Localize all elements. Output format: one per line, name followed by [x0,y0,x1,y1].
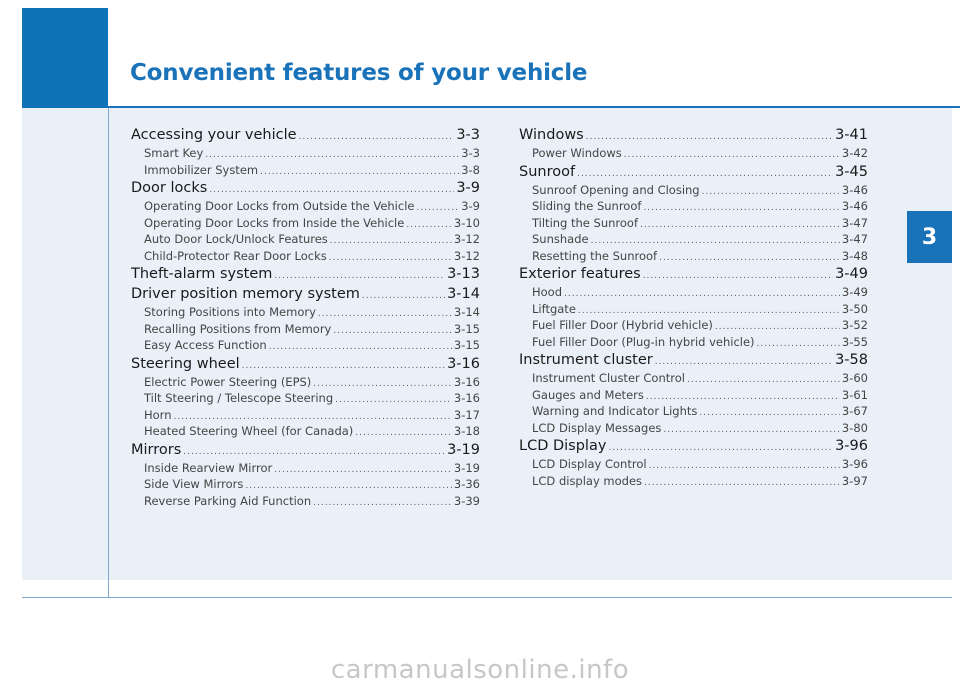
toc-entry[interactable] [519,456,868,473]
toc-entry-label: Fuel Filler Door (Hybrid vehicle) [532,318,713,332]
page-number: 3-17 [453,407,480,422]
chapter-tab[interactable]: 3 [907,211,952,263]
page-number: 3-15 [453,338,480,352]
toc-entry[interactable] [131,460,480,477]
toc-entry-label: Heated Steering Wheel (for Canada) [144,424,354,438]
page-number: 3-58 [835,352,868,368]
footer-divider [22,597,952,598]
toc-entry[interactable] [519,301,868,318]
toc-section-label: Steering wheel [131,355,240,372]
toc-entry[interactable] [519,231,868,248]
dot-leader [362,286,445,304]
page-number: 3-12 [453,232,480,246]
page-number: 3-39 [453,493,480,508]
page-number: 3-9 [456,180,480,196]
dot-leader [663,422,840,437]
dot-leader [586,127,833,145]
page-number: 3-3 [461,146,480,160]
toc-section[interactable] [519,350,868,370]
dot-leader [355,425,452,440]
toc-entry-label: Tilt Steering / Telescope Steering [144,391,334,405]
dot-leader [329,250,452,265]
dot-leader [313,376,452,391]
toc-section-label: Sunroof [519,163,576,180]
toc-right-column [519,125,868,489]
page-number: 3-9 [461,199,480,213]
toc-entry-label: Liftgate [532,301,576,316]
header-color-block [22,8,108,108]
toc-entry-label: Immobilizer System [144,162,259,177]
toc-entry-label: Recalling Positions from Memory [144,321,332,336]
toc-entry[interactable] [519,370,868,387]
toc-entry[interactable] [131,321,480,338]
toc-entry-label: Warning and Indicator Lights [532,404,698,418]
dot-leader [335,392,452,407]
page-number: 3-49 [841,285,868,299]
page-number: 3-97 [841,473,868,488]
toc-section-label: LCD Display [519,438,607,454]
dot-leader [274,266,445,284]
dot-leader [624,147,840,162]
toc-entry-label: Side View Mirrors [144,477,244,491]
dot-leader [245,478,452,493]
dot-leader [757,336,840,351]
page-number: 3-45 [835,163,868,180]
dot-leader [591,233,840,248]
toc-entry[interactable] [519,317,868,334]
dot-leader [406,217,452,232]
toc-entry-label: Fuel Filler Door (Plug-in hybrid vehicle) [532,334,755,349]
toc-section-label: Theft-alarm system [131,266,273,282]
page-number: 3-14 [453,305,480,319]
toc-entry-label: Sunshade [532,232,589,246]
dot-leader [174,409,452,424]
toc-entry[interactable] [131,215,480,232]
toc-entry-label: Sunroof Opening and Closing [532,182,700,197]
toc-entry[interactable] [519,182,868,199]
page-number: 3-15 [453,321,480,336]
toc-entry[interactable] [519,473,868,490]
page-number: 3-46 [841,182,868,197]
toc-entry[interactable] [519,387,868,404]
toc-entry-label: Reverse Parking Aid Function [144,493,312,508]
toc-entry[interactable] [519,198,868,215]
toc-entry-label: Operating Door Locks from Inside the Vehicle [144,215,405,230]
dot-leader [643,200,839,215]
page-number: 3-61 [841,387,868,402]
page-number: 3-3 [456,127,480,143]
dot-leader [646,389,840,404]
toc-section[interactable] [519,162,868,182]
toc-entry-label: Smart Key [144,146,204,160]
toc-section-label: Exterior features [519,266,641,282]
page-number: 3-55 [841,334,868,349]
toc-entry[interactable] [131,231,480,248]
page-number: 3-10 [453,215,480,230]
toc-entry[interactable] [131,198,480,215]
dot-leader [318,306,452,321]
toc-entry-label: Sliding the Sunroof [532,199,642,213]
toc-section[interactable] [131,178,480,198]
dot-leader [183,442,445,460]
page-number: 3-96 [835,438,868,454]
margin-divider [108,108,109,598]
toc-section[interactable] [131,440,480,460]
toc-entry[interactable] [131,248,480,265]
page-number: 3-16 [447,355,480,372]
toc-entry[interactable] [131,304,480,321]
dot-leader [644,475,840,490]
page-number: 3-16 [453,374,480,389]
dot-leader [702,184,840,199]
toc-entry[interactable] [131,374,480,391]
dot-leader [269,339,452,354]
dot-leader [333,323,452,338]
toc-section[interactable] [519,264,868,284]
dot-leader [577,164,833,182]
page-number: 3-42 [841,146,868,160]
toc-entry[interactable] [131,423,480,440]
page-number: 3-16 [453,391,480,405]
watermark: carmanualsonline.info [330,655,630,685]
toc-entry-label: LCD display modes [532,473,643,488]
toc-entry-label: Hood [532,285,563,299]
dot-leader [564,286,840,301]
page-number: 3-19 [447,441,480,458]
page-number: 3-36 [453,477,480,491]
toc-entry-label: Horn [144,407,172,422]
page-number: 3-41 [835,127,868,143]
dot-leader [416,200,459,215]
toc-entry-label: LCD Display Messages [532,420,662,435]
dot-leader [687,372,840,387]
dot-leader [649,458,840,473]
page-number: 3-14 [447,286,480,302]
page-number: 3-8 [461,162,480,177]
toc-entry-label: Power Windows [532,146,622,160]
toc-section-label: Driver position memory system [131,286,360,302]
toc-entry-label: Inside Rearview Mirror [144,460,273,475]
dot-leader [260,164,459,179]
page-number: 3-52 [841,318,868,332]
toc-entry[interactable] [519,403,868,420]
toc-entry-label: LCD Display Control [532,457,647,471]
page-number: 3-67 [841,404,868,418]
page-number: 3-60 [841,371,868,385]
toc-entry[interactable] [131,407,480,424]
toc-entry[interactable] [519,284,868,301]
page-number: 3-46 [841,199,868,213]
dot-leader [313,495,452,510]
toc-section-label: Instrument cluster [519,352,653,368]
toc-section[interactable] [131,284,480,304]
page-number: 3-49 [835,266,868,282]
toc-section[interactable] [519,436,868,456]
page-number: 3-12 [453,248,480,263]
toc-section-label: Door locks [131,180,208,196]
page-number: 3-96 [841,457,868,471]
dot-leader [699,405,839,420]
toc-section[interactable] [131,125,480,145]
page-number: 3-47 [841,215,868,230]
toc-entry[interactable] [519,215,868,232]
toc-entry[interactable] [131,493,480,510]
toc-entry-label: Instrument Cluster Control [532,371,685,385]
toc-entry-label: Operating Door Locks from Outside the Vehicle [144,199,415,213]
page-number: 3-50 [841,301,868,316]
dot-leader [242,356,445,374]
dot-leader [330,233,452,248]
toc-entry-label: Easy Access Function [144,338,267,352]
dot-leader [643,266,833,284]
page-title: Convenient features of your vehicle [130,60,588,86]
page-number: 3-13 [447,266,480,282]
page-number: 3-47 [841,232,868,246]
page-number: 3-18 [453,424,480,438]
dot-leader [640,217,840,232]
page-number: 3-80 [841,420,868,435]
toc-entry[interactable] [519,248,868,265]
toc-section[interactable] [131,264,480,284]
toc-section[interactable] [519,125,868,145]
toc-entry[interactable] [519,145,868,162]
dot-leader [655,352,833,370]
dot-leader [274,462,452,477]
toc-section-label: Accessing your vehicle [131,127,297,143]
dot-leader [715,319,840,334]
dot-leader [578,303,840,318]
dot-leader [209,180,454,198]
toc-entry[interactable] [519,420,868,437]
toc-entry[interactable] [519,334,868,351]
dot-leader [659,250,840,265]
toc-left-column [131,125,480,509]
toc-entry[interactable] [131,162,480,179]
dot-leader [205,147,459,162]
toc-section[interactable] [131,354,480,374]
toc-entry-label: Storing Positions into Memory [144,305,316,319]
toc-entry-label: Resetting the Sunroof [532,248,658,263]
page-number: 3-48 [841,248,868,263]
toc-section-label: Mirrors [131,441,182,458]
toc-entry-label: Gauges and Meters [532,387,644,402]
dot-leader [299,127,455,145]
page-number: 3-19 [453,460,480,475]
dot-leader [608,438,833,456]
toc-section-label: Windows [519,127,584,143]
toc-entry-label: Child-Protector Rear Door Locks [144,248,327,263]
toc-entry[interactable] [131,145,480,162]
toc-entry-label: Auto Door Lock/Unlock Features [144,232,328,246]
toc-entry[interactable] [131,337,480,354]
toc-entry-label: Electric Power Steering (EPS) [144,374,312,389]
toc-entry-label: Tilting the Sunroof [532,215,639,230]
toc-entry[interactable] [131,390,480,407]
toc-entry[interactable] [131,476,480,493]
